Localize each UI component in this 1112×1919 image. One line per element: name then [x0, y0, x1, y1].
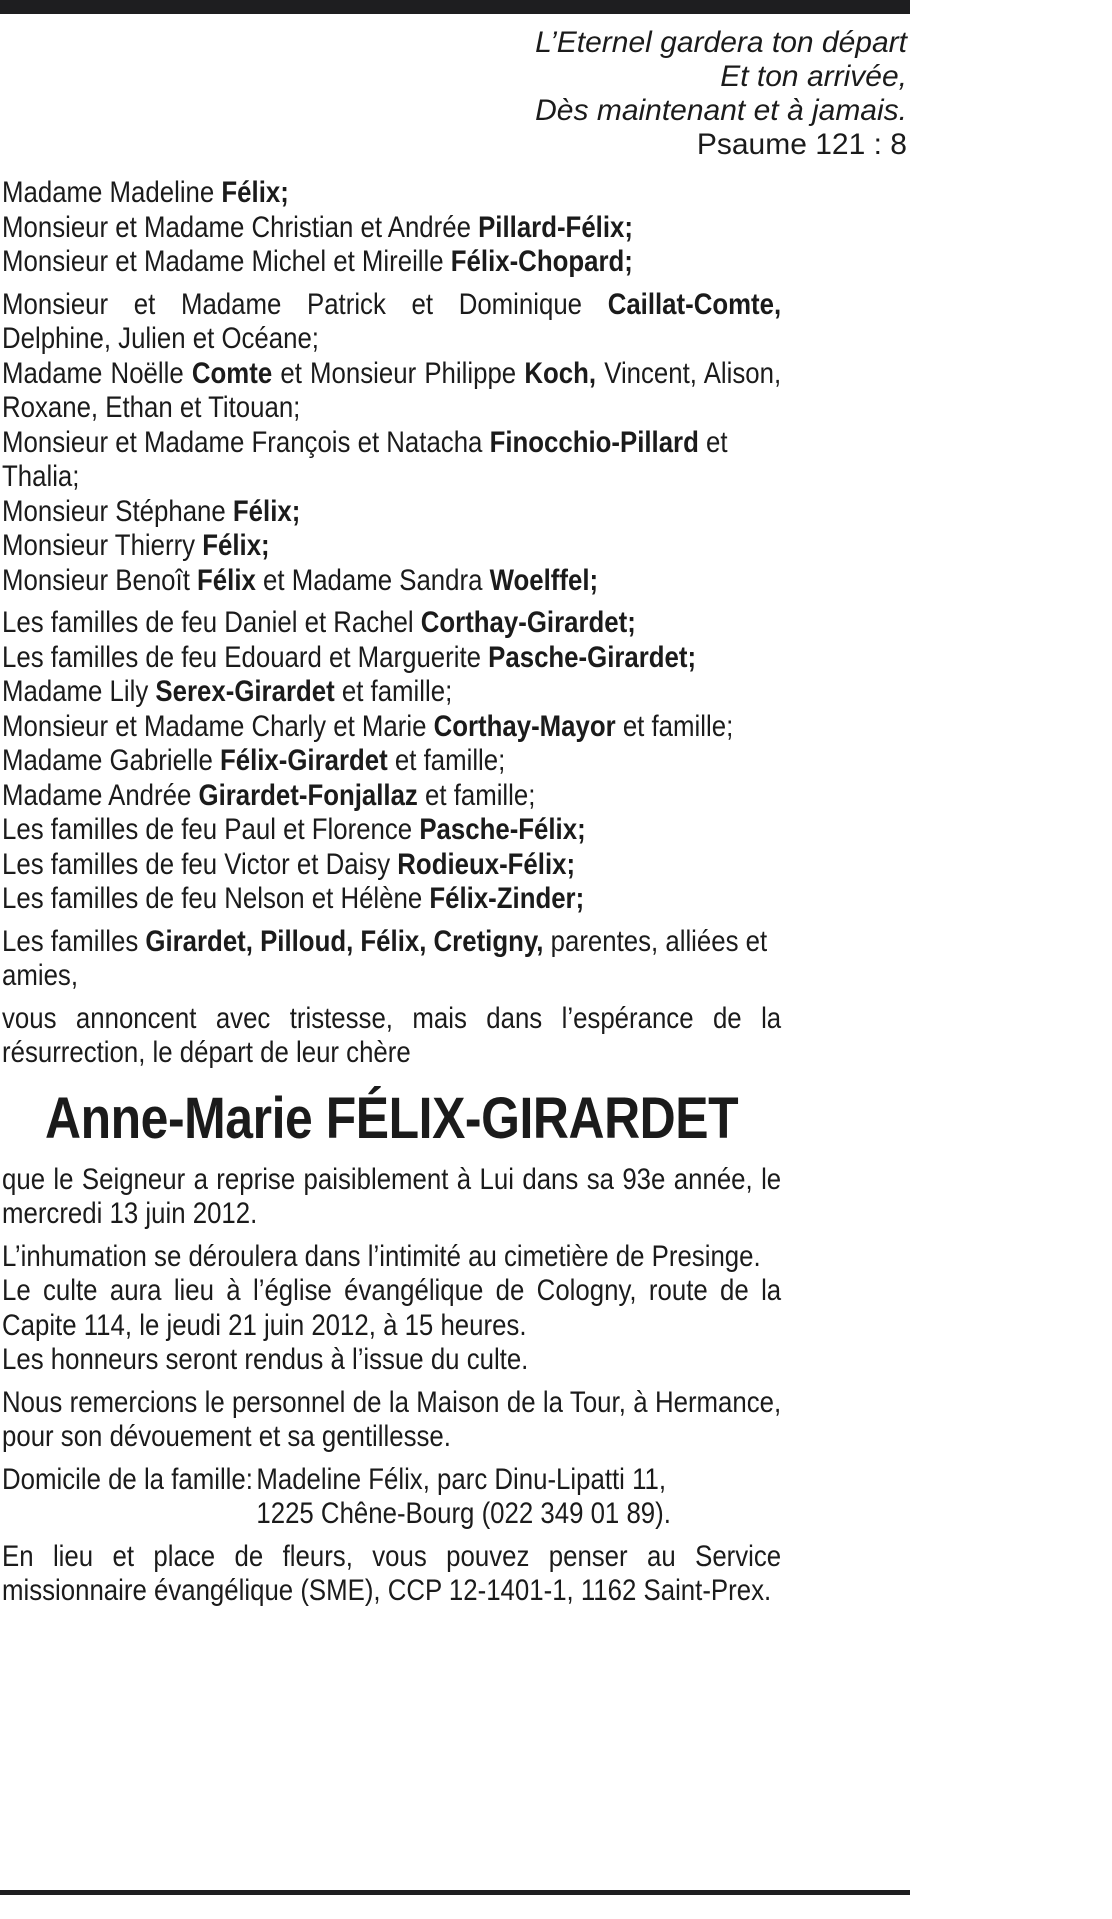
- family-line: Monsieur et Madame Michel et Mireille Félix-Chopard;: [2, 245, 633, 278]
- family-line: Madame Noëlle Comte et Monsieur Philippe Koch, Vincent, Alison, Roxane, Ethan et Titouan;: [2, 356, 782, 424]
- family-line: Les familles de feu Victor et Daisy Rodieux-Félix;: [2, 847, 576, 881]
- verse-line: Et ton arrivée,: [720, 60, 907, 93]
- arrangements-line: Les honneurs seront rendus à l’issue du culte.: [2, 1343, 529, 1376]
- arrangements-line: Le culte aura lieu à l’église évangélique de Cologny, route de la Capite 114, le jeudi 21 juin 2012, à 15 heures.: [2, 1274, 782, 1342]
- family-line: Les familles de feu Nelson et Hélène Félix-Zinder;: [2, 882, 585, 915]
- thanks-text: Nous remercions le personnel de la Maison de la Tour, à Hermance, pour son dévouement et sa gentillesse.: [2, 1385, 782, 1453]
- family-line: Monsieur et Madame Charly et Marie Corthay-Mayor et famille;: [2, 709, 734, 743]
- obituary-body: [2, 176, 781, 1609]
- verse-line: L’Eternel gardera ton départ: [535, 26, 907, 59]
- donation-text: En lieu et place de fleurs, vous pouvez penser au Service missionnaire évangélique (SME), CCP 12-1401-1, 1162 Saint-Prex.: [2, 1539, 782, 1607]
- bible-verse: [0, 26, 907, 162]
- domicile-line: Madeline Félix, parc Dinu-Lipatti 11,: [256, 1462, 667, 1496]
- family-domicile: [2, 1463, 781, 1532]
- family-line: Les familles de feu Edouard et Marguerite Pasche-Girardet;: [2, 640, 697, 674]
- family-line: Monsieur et Madame François et Natacha Finocchio-Pillard et Thalia;: [2, 425, 728, 493]
- bottom-rule: [0, 1890, 910, 1895]
- family-line: Les familles Girardet, Pilloud, Félix, Cretigny, parentes, alliées et amies,: [2, 924, 768, 992]
- family-line: Monsieur et Madame Christian et Andrée Pillard-Félix;: [2, 210, 633, 244]
- family-line: Monsieur Benoît Félix et Madame Sandra Woelffel;: [2, 563, 599, 597]
- family-line: Madame Andrée Girardet-Fonjallaz et famille;: [2, 778, 536, 812]
- family-line: Monsieur Stéphane Félix;: [2, 494, 301, 528]
- verse-line: Dès maintenant et à jamais.: [535, 94, 907, 127]
- family-line: Madame Gabrielle Félix-Girardet et famille;: [2, 744, 506, 777]
- family-line: Madame Lily Serex-Girardet et famille;: [2, 675, 453, 708]
- family-line: Madame Madeline Félix;: [2, 176, 289, 209]
- family-line: Les familles de feu Paul et Florence Pasche-Félix;: [2, 813, 586, 846]
- top-rule: [0, 0, 910, 14]
- domicile-label: Domicile de la famille:: [2, 1462, 253, 1496]
- domicile-line: 1225 Chêne-Bourg (022 349 01 89).: [256, 1497, 671, 1530]
- family-line: Les familles de feu Daniel et Rachel Corthay-Girardet;: [2, 606, 636, 639]
- family-line: Monsieur et Madame Patrick et Dominique Caillat-Comte, Delphine, Julien et Océane;: [2, 287, 782, 355]
- arrangements-line: L’inhumation se déroulera dans l’intimité au cimetière de Presinge.: [2, 1239, 761, 1273]
- family-line: Monsieur Thierry Félix;: [2, 529, 270, 562]
- verse-reference: Psaume 121 : 8: [696, 128, 907, 161]
- announcement-text: vous annoncent avec tristesse, mais dans l’espérance de la résurrection, le départ de leur chère: [2, 1001, 782, 1069]
- passing-text: que le Seigneur a reprise paisiblement à Lui dans sa 93e année, le mercredi 13 juin 2012.: [2, 1162, 782, 1230]
- deceased-name: Anne-Marie FÉLIX-GIRARDET: [45, 1085, 739, 1151]
